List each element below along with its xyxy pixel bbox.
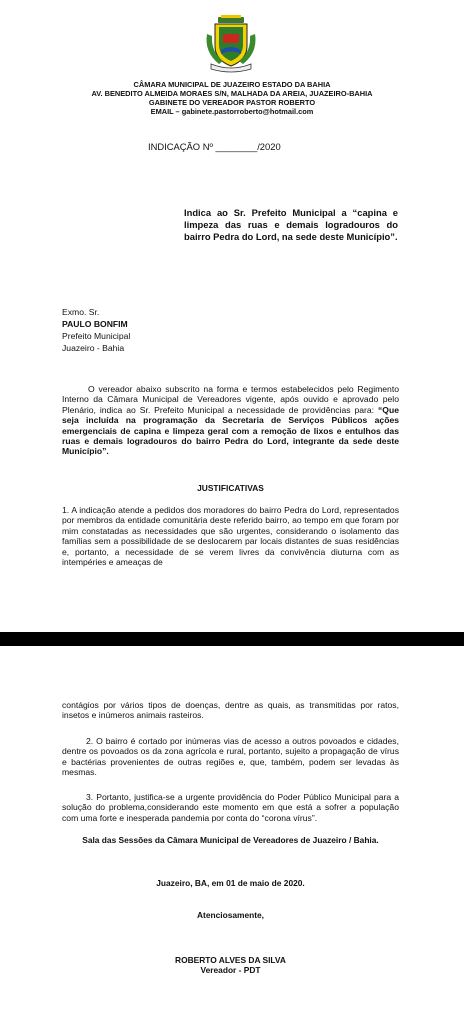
indicacao-number: INDICAÇÃO Nº ________/2020: [148, 141, 281, 152]
justificativas-heading: JUSTIFICATIVAS: [197, 483, 264, 493]
header-office: GABINETE DO VEREADOR PASTOR ROBERTO: [148, 98, 316, 107]
intro-text: O vereador abaixo subscrito na forma e termos estabelecidos pelo Regimento Interno da Câmara Municipal de Vereadores vigente, após ouvido e aprovado pelo Plenário, indica ao Sr. Prefeito Municipal a necessidade de providências para:: [62, 384, 399, 415]
closing: Atenciosamente,: [196, 910, 265, 920]
recipient-salutation: Exmo. Sr.: [62, 307, 100, 317]
recipient-role: Prefeito Municipal: [62, 331, 131, 341]
recipient-name: PAULO BONFIM: [62, 319, 128, 329]
justification-item-1-end: contágios por vários tipos de doenças, dentre as quais, as transmitidas por ratos, insetos e inúmeros animais rasteiros.: [62, 700, 399, 721]
intro-paragraph: [62, 384, 399, 457]
signature-title: Vereador - PDT: [200, 965, 261, 975]
justification-item-2: 2. O bairro é cortado por inúmeras vias de acesso a outros povoados e cidades, dentre os povoados os da zona agrícola e rural, portanto, sujeito a propagação de vírus e bactérias provenientes de outras regiões e, que, também, podem ser levadas às mesmas.: [62, 736, 399, 778]
document-page-2: [0, 646, 464, 1024]
intro-request: “Que seja incluída na programação da Secretaria de Serviços Públicos ações emergenciais de capina e limpeza geral com a remoção de lixos e entulhos das ruas e demais logradouros do bairro Pedra do Lord, integrante da sede deste Município”.: [62, 404, 399, 457]
recipient-city: Juazeiro - Bahia: [62, 343, 125, 353]
municipal-coat-of-arms-icon: [201, 14, 261, 74]
ementa: Indica ao Sr. Prefeito Municipal a “capina e limpeza das ruas e demais logradouros do bairro Pedra do Lord, na sede deste Município”.: [184, 207, 398, 243]
page-break: [0, 632, 464, 646]
signature-name: ROBERTO ALVES DA SILVA: [175, 955, 286, 965]
justification-item-1-start: 1. A indicação atende a pedidos dos moradores do bairro Pedra do Lord, representados por membros da entidade comunitária deste referido bairro, ao tempo em que foram por mim constatadas as necessidades que são urgentes, considerando o isolamento das famílias sem a possibilidade de se deslocarem par locais distantes de suas residências e, portanto, a necessidade de se verem livres da convivência diuturna com as intempéries e ameaças de: [62, 505, 399, 568]
session-room: Sala das Sessões da Câmara Municipal de Vereadores de Juazeiro / Bahia.: [82, 835, 379, 845]
header-address: AV. BENEDITO ALMEIDA MORAES S/N, MALHADA DA AREIA, JUAZEIRO-BAHIA: [91, 89, 373, 98]
justification-item-3: 3. Portanto, justifica-se a urgente providência do Poder Público Municipal para a solução do problema,considerando este momento em que está a sofrer a população com uma forte e inesperada pandemia por conta do “corona vírus”.: [62, 792, 399, 823]
date-line: Juazeiro, BA, em 01 de maio de 2020.: [156, 878, 305, 888]
header-email: EMAIL – gabinete.pastorroberto@hotmail.com: [150, 107, 314, 116]
header-institution: CÂMARA MUNICIPAL DE JUAZEIRO ESTADO DA BAHIA: [133, 80, 331, 89]
